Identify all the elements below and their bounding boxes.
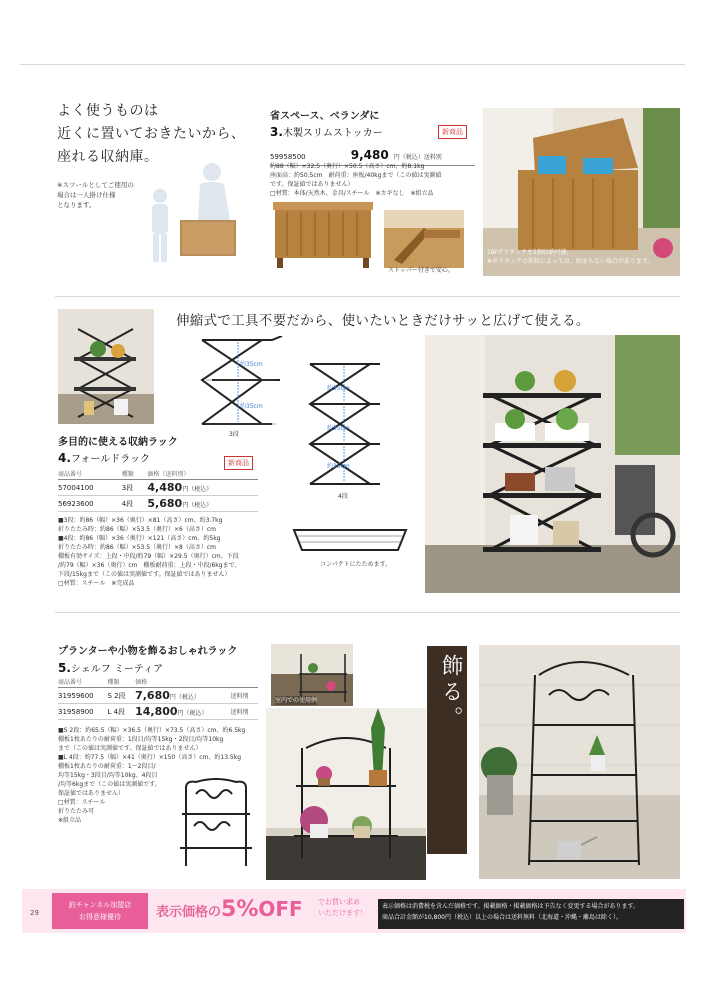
caption-line: ※ポリタンクの形状によっては、納まらない場合があります。 [487,258,654,265]
col-header: 種類 [107,676,135,688]
spec-line: 折りたたみ時：約86（幅）×53.5（奥行）×8（高さ）cm [58,544,217,551]
product-code: 31958900 [58,704,107,720]
wooden-stocker-image [273,200,373,272]
meteor-shelf-s2-image [176,778,256,870]
stopper-closeup-image [384,210,464,268]
spec-line: 約88（幅）×32.5（奥行）×50.5（高さ）cm、約8.1kg [270,163,425,170]
page-number: 29 [30,909,39,917]
spec-line: ■4段：約86（幅）×36（奥行）×121（高さ）cm、約5kg [58,535,221,542]
new-product-badge: 新商品 [438,125,467,139]
table-row [58,496,258,512]
stocker-photo-caption [487,248,653,266]
vertical-copy: 飾る。 [438,654,463,732]
spec-line: 棚板1枚あたりの耐荷重：1〜2段目/ [58,763,156,770]
rack-3-dim: 約35cm [240,361,263,368]
spec-line: □材質：スチール ※完成品 [58,580,135,587]
table-row [58,480,258,496]
promo-suffix-line: いただけます！ [318,909,367,917]
meteor-shelf-price-table [58,676,258,720]
spec-line: 棚板1枚あたりの耐荷重：1段目/均等15kg・2段目/均等10kg [58,736,224,743]
product-price-cell [135,704,230,720]
member-line: お得意様優待 [79,913,121,921]
folded-rack-image [290,522,410,558]
product-type: S 2段 [107,688,135,704]
rack-4-dim: 約35cm [327,385,350,392]
rack-3-diagram [192,336,292,432]
price-unit: 円（税込） [177,710,208,717]
product-name: フォールドラック [70,454,151,465]
shipping-note: 送料別 [231,688,259,704]
table-header-row [58,676,258,688]
section2-subtitle: 多目的に使える収納ラック [58,437,178,448]
fold-rack-photo [425,335,680,593]
note-line: 場合は一人掛け仕様 [57,191,116,199]
notice-line: 商品合計金額が10,800円（税込）以上の場合は送料無料（北海道・沖縄・離島は除く）。 [382,914,622,921]
section2-headline: 伸縮式で工具不要だから、使いたいときだけサッと広げて使える。 [176,313,590,329]
vertical-copy-panel [427,646,467,854]
spec-line: 座面高：約50.5cm 耐荷重：座板/40kgまで（この値は実測値 [270,172,442,179]
product-price-cell [147,496,258,512]
compact-caption: コンパクトにたためます。 [320,561,392,568]
col-header: 価格（送料別） [147,468,258,480]
fold-rack-price-table [58,468,258,512]
spec-line: 保証値ではありません） [58,790,125,797]
catch-line: よく使うものは [57,103,159,119]
top-rule [20,64,685,65]
meteor-shelf-l4-photo [479,645,680,879]
spec-line: /均等6kgまで（この値は実測値です。 [58,781,161,788]
product-number: 3. [270,125,283,139]
section3-product-name [58,660,163,675]
product-code: 56923600 [58,496,122,512]
spec-line: 折りたたみ時：約86（幅）×53.5（奥行）×6（高さ）cm [58,526,217,533]
product-price: 4,480 [147,481,183,494]
rack-4-dim: 約35cm [327,425,350,432]
product-price: 5,680 [147,497,183,510]
col-header: 価格 [135,676,230,688]
meteor-shelf-s2-photo [266,708,426,880]
catch-line: 座れる収納庫。 [57,149,159,165]
member-badge [52,893,148,929]
section1-subtitle: 省スペース、ベランダに [270,111,380,122]
member-line: 釣チャンネル加盟店 [68,901,132,909]
price-unit: 円（税込） [169,694,200,701]
col-header: 種類 [122,468,148,480]
product-type: 3段 [122,480,148,496]
product-number: 4. [58,451,71,465]
new-product-badge: 新商品 [224,456,253,470]
product-type: L 4段 [107,704,135,720]
spec-line: /約79（幅）×36（奥行）cm 棚板耐荷重：上段・中段/6kgまで、 [58,562,241,569]
footer-notice [378,899,684,929]
shipping-note: 送料別 [231,704,259,720]
product-code: 31959600 [58,688,107,704]
product-code: 57004100 [58,480,122,496]
fold-rack-small-illustration [58,309,154,424]
promo-suffix-line: でお買い求め [318,898,360,906]
section2-product-name [58,450,150,465]
col-header: 商品番号 [58,676,107,688]
spec-line: 棚板有効サイズ：上段・中段/約79（幅）×29.5（奥行）cm、下段 [58,553,239,560]
indoor-use-photo [271,644,353,706]
product-type: 4段 [122,496,148,512]
product-code: 59958500 [270,153,306,161]
spec-line: ※組立品 [58,817,82,824]
spec-line: ■L 4段：約77.5（幅）×41（奥行）×150（高さ）cm、約13.5kg [58,754,242,761]
footer-bar [22,889,686,933]
spec-line: ■3段：約86（幅）×36（奥行）×81（高さ）cm、約3.7kg [58,517,223,524]
spec-line: まで（この値は実測値です。保証値ではありません） [58,745,202,752]
col-header: 商品番号 [58,468,122,480]
spec-line: □材質：スチール [58,799,106,806]
stocker-photo [483,108,680,276]
section1-note [57,180,134,210]
rack-3-label: 3段 [229,431,239,438]
promo-prefix: 表示価格の [156,905,222,920]
promo-off: OFF [258,897,303,921]
product-name: シェルフ ミーティア [70,664,164,675]
fold-rack-small-photo [58,309,154,424]
l4-photo-illustration [479,645,680,879]
product-number: 5. [58,661,71,675]
product-price: 14,800 [135,705,178,718]
product-price-cell [135,688,230,704]
promo-suffix [318,897,367,919]
spec-line: です。保証値ではありません） [270,181,354,188]
table-header-row [58,468,258,480]
rack-4-label: 4段 [338,493,348,500]
product-price-cell [147,480,258,496]
section-divider [55,612,680,613]
price-unit: 円（税込） [182,502,213,509]
people-silhouette-illustration [140,158,250,268]
rack-4-dim: 約35cm [327,463,350,470]
catch-line: 近くに置いておきたいから、 [57,126,246,142]
notice-line: 表示価格は消費税を含んだ価格です。掲載価格・掲載価格は予告なく変更する場合があります。 [382,903,640,910]
product-name: 木製スリムストッカー [282,128,383,139]
col-header [231,676,259,688]
price-unit: 円（税込） [182,486,213,493]
spec-line: 均等15kg・3段目/均等10kg、4段目 [58,772,158,779]
product-price: 7,680 [135,689,170,702]
fold-rack-photo-illustration [425,335,680,593]
price-unit: 円（税込）送料別 [393,154,442,161]
caption-line: 18ℓポリタンクを2個収納可能。 [487,249,573,256]
promo-percent: 5% [221,897,259,922]
table-row [58,704,258,720]
note-line: となります。 [57,201,96,209]
stopper-caption: ストッパー付きで安心。 [388,267,454,274]
section-divider [55,296,680,297]
rack-3-dim: 約35cm [240,403,263,410]
section1-product-name [270,124,383,139]
section1-specs [270,162,485,198]
promo-text [156,897,303,922]
table-row [58,688,258,704]
spec-line: 下段/15kgまで（この値は実測値です。保証値ではありません） [58,571,231,578]
spec-line: ■S 2段：約65.5（幅）×36.5（奥行）×73.5（高さ）cm、約6.5kg [58,727,246,734]
product-price: 9,480 [350,148,389,162]
spec-line: □材質：本体/天然木、金具/スチール ※カギなし ※組立品 [270,190,434,197]
section3-subtitle: プランターや小物を飾るおしゃれラック [58,646,238,657]
indoor-caption: 室内での使用例 [275,697,318,704]
s2-photo-illustration [266,708,426,880]
spec-line: 折りたたみ可 [58,808,95,815]
note-line: ※スツールとしてご使用の [57,181,134,189]
section2-specs [58,516,288,588]
